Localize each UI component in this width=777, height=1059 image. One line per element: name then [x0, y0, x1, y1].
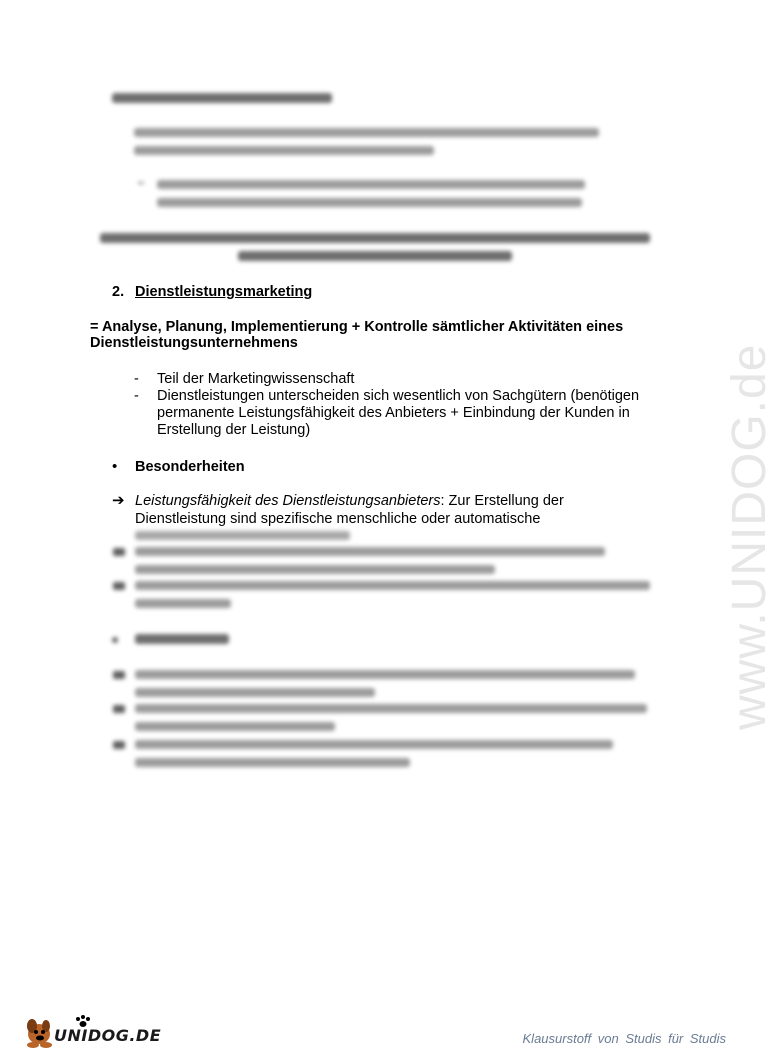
arrow-item-rest: : Zur Erstellung der	[440, 493, 564, 509]
footer-tagline: Klausurstoff von Studis für Studis	[522, 1031, 726, 1046]
blurred-line	[135, 722, 335, 731]
blurred-line	[134, 146, 434, 155]
blurred-arrow-icon	[113, 582, 125, 590]
dash-item-text: permanente Leistungsfähigkeit des Anbieters + Einbindung der Kunden in	[157, 405, 630, 421]
section-number: 2.	[112, 284, 125, 300]
blurred-heading	[135, 634, 229, 644]
blurred-arrow-icon	[113, 671, 125, 679]
blurred-line	[135, 531, 350, 540]
blurred-arrow-icon	[113, 741, 125, 749]
dash-item-text: Erstellung der Leistung)	[157, 422, 311, 438]
unidog-logo	[22, 1014, 162, 1050]
blurred-bold-line	[238, 251, 512, 261]
blurred-line	[135, 670, 635, 679]
blurred-line	[135, 758, 410, 767]
blurred-line	[134, 128, 599, 137]
blurred-dash	[138, 182, 144, 184]
definition-line-1: = Analyse, Planung, Implementierung + Kontrolle sämtlicher Aktivitäten eines	[90, 319, 624, 335]
blurred-line	[135, 688, 375, 697]
arrow-item-italic: Leistungsfähigkeit des Dienstleistungsanbieters	[135, 493, 441, 509]
blurred-arrow-icon	[113, 548, 125, 556]
blurred-line	[135, 581, 650, 590]
blurred-bold-line	[100, 233, 650, 243]
blurred-line	[135, 704, 647, 713]
blurred-bullet-icon	[112, 637, 118, 643]
watermark: www.UNIDOG.de	[723, 343, 776, 730]
blurred-line	[157, 198, 582, 207]
dash-marker: -	[134, 371, 139, 387]
blurred-line	[135, 740, 613, 749]
blurred-arrow-icon	[113, 705, 125, 713]
dash-marker: -	[134, 388, 139, 404]
definition-line-2: Dienstleistungsunternehmens	[90, 335, 298, 351]
blurred-line	[135, 599, 231, 608]
logo-text: UNIDOG.DE	[54, 1026, 162, 1045]
arrow-item-line-2: Dienstleistung sind spezifische menschliche oder automatische	[135, 511, 541, 527]
bullet-icon: •	[112, 458, 118, 475]
section-heading: Dienstleistungsmarketing	[135, 284, 313, 300]
blurred-heading	[112, 93, 332, 103]
dash-item-text: Dienstleistungen unterscheiden sich wesentlich von Sachgütern (benötigen	[157, 388, 640, 404]
bullet-heading: Besonderheiten	[135, 459, 245, 475]
arrow-item-line-1	[135, 492, 564, 510]
blurred-line	[157, 180, 585, 189]
dash-item-text: Teil der Marketingwissenschaft	[157, 371, 355, 387]
arrow-right-icon: ➔	[112, 492, 125, 509]
blurred-line	[135, 565, 495, 574]
blurred-line	[135, 547, 605, 556]
